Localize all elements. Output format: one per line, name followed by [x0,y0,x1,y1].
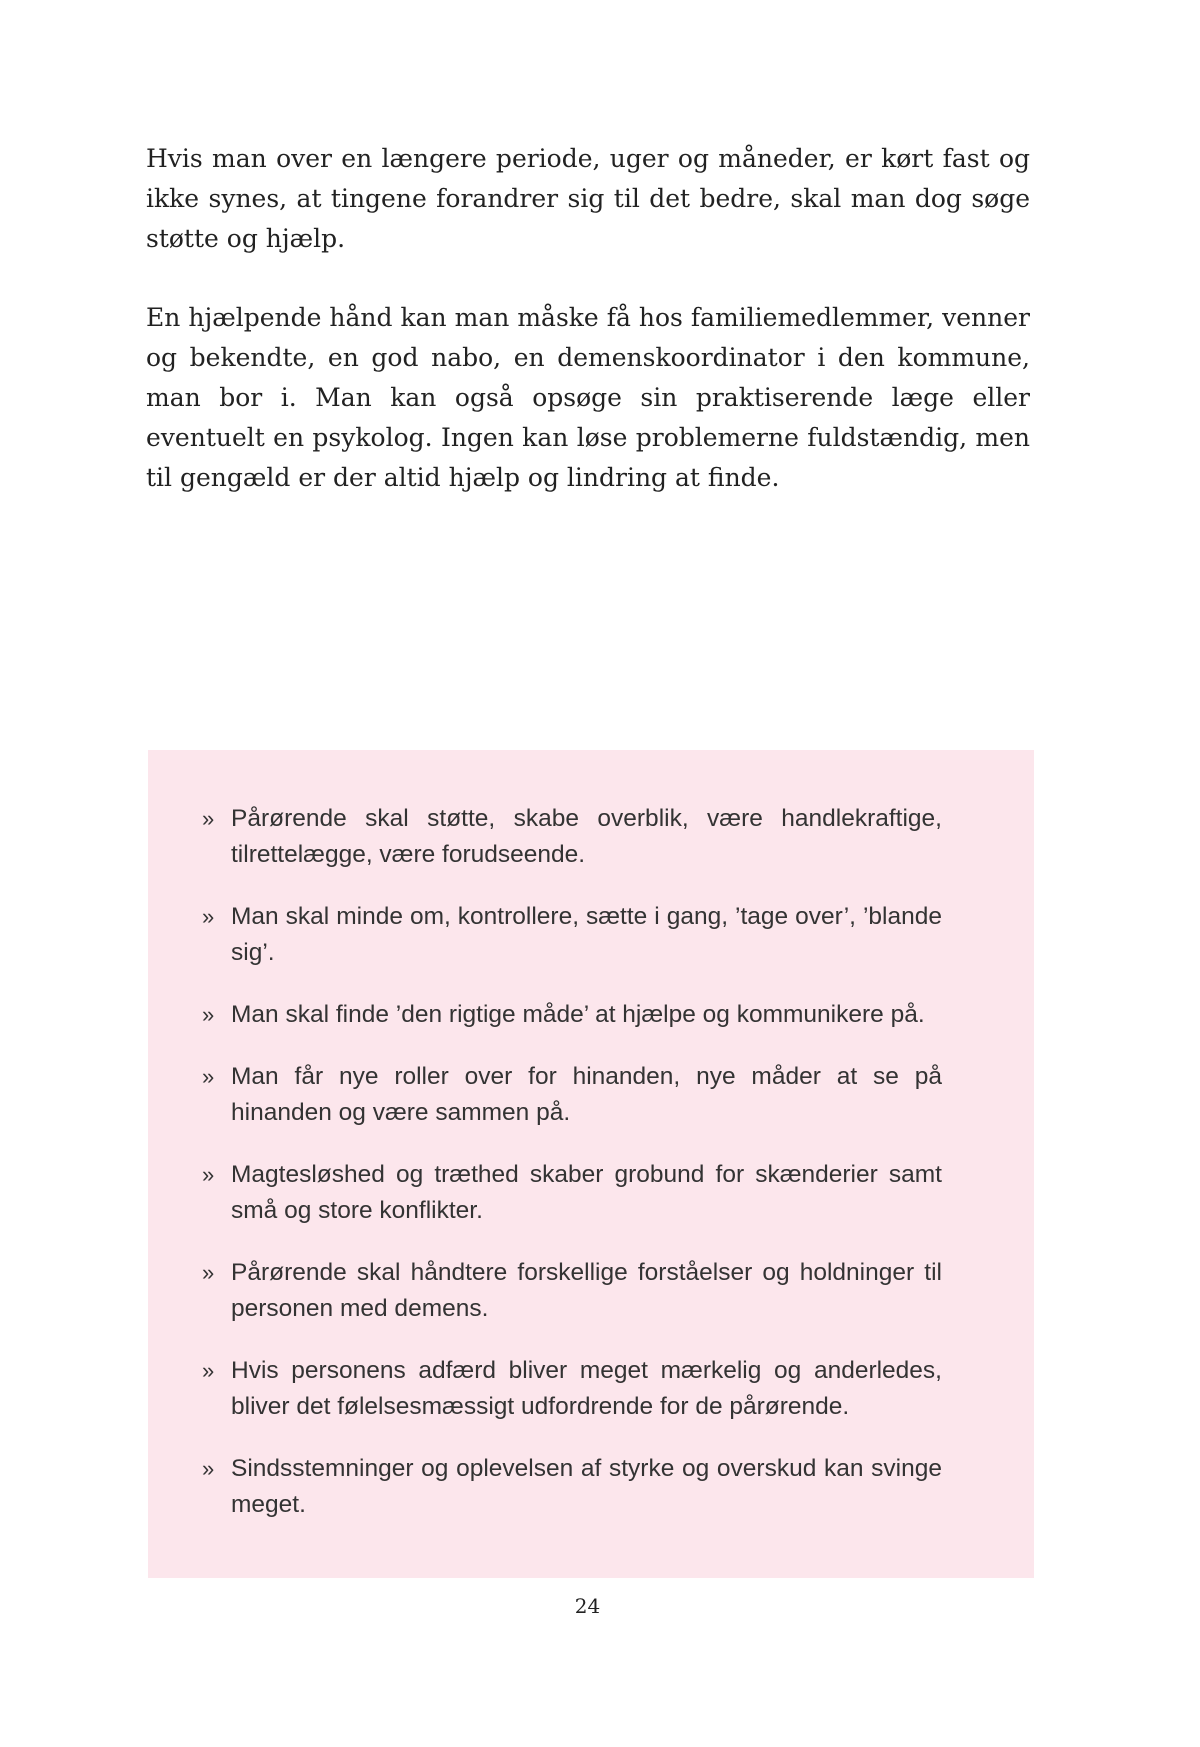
list-item [202,1255,942,1327]
list-item [202,899,942,971]
list-item-text: Man skal minde om, kontrollere, sætte i gang, ’tage over’, ’blande sig’. [231,903,942,966]
list-item [202,1157,942,1229]
list-item-text: Man skal finde ’den rigtige måde’ at hjælpe og kommunikere på. [231,1001,925,1028]
bullet-marker: » [202,1064,215,1089]
list-item [202,1059,942,1131]
body-paragraph-2: En hjælpende hånd kan man måske få hos familiemedlemmer, venner og bekendte, en god nabo, en demenskoordinator i den kommune, man bor i. Man kan også opsøge sin praktiserende læge eller eventuelt en psykolog. Ingen kan løse problemerne fuldstændig, men til gengæld er der altid hjælp og lindring at finde. [146,303,1030,492]
list-item [202,997,942,1033]
bullet-marker: » [202,904,215,929]
page-number: 24 [574,1594,601,1618]
info-box [148,750,1034,1578]
list-item-text: Man får nye roller over for hinanden, nye måder at se på hinanden og være sammen på. [231,1063,942,1126]
bullet-list [202,801,942,1549]
list-item [202,1451,942,1523]
list-item-text: Sindsstemninger og oplevelsen af styrke og overskud kan svinge meget. [231,1455,942,1518]
list-item [202,801,942,873]
bullet-marker: » [202,1002,215,1027]
bullet-marker: » [202,1358,215,1383]
bullet-marker: » [202,1456,215,1481]
list-item [202,1353,942,1425]
list-item-text: Hvis personens adfærd bliver meget mærkelig og anderledes, bliver det følelsesmæssigt udfordrende for de pårørende. [231,1357,942,1420]
list-item-text: Pårørende skal håndtere forskellige forståelser og holdninger til personen med demens. [231,1259,942,1322]
list-item-text: Pårørende skal støtte, skabe overblik, være handlekraftige, tilrettelægge, være forudseende. [231,805,942,868]
bullet-marker: » [202,1162,215,1187]
body-paragraph-1: Hvis man over en længere periode, uger og måneder, er kørt fast og ikke synes, at tingene forandrer sig til det bedre, skal man dog søge støtte og hjælp. [146,144,1030,253]
bullet-marker: » [202,806,215,831]
list-item-text: Magtesløshed og træthed skaber grobund for skænderier samt små og store konflikter. [231,1161,942,1224]
bullet-marker: » [202,1260,215,1285]
